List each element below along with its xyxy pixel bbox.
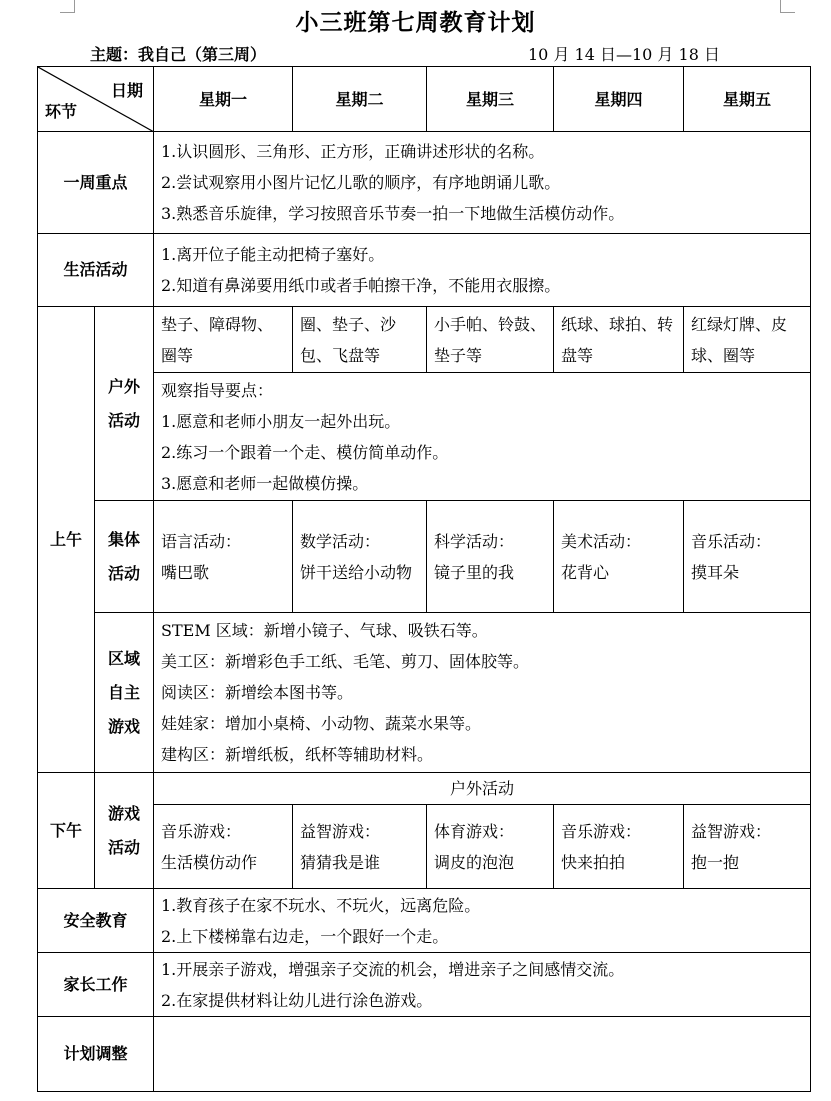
group-activity-tue (293, 501, 427, 613)
area-play-line: 建构区：新增纸板，纸杯等辅助材料。 (161, 745, 434, 764)
outdoor-guide-line: 2.练习一个跟着一个走、模仿简单动作。 (161, 442, 449, 462)
header-corner-cell (38, 67, 154, 132)
group-activity-type: 数学活动： (300, 531, 381, 551)
area-play-line: 美工区：新增彩色手工纸、毛笔、剪刀、固体胶等。 (161, 652, 530, 671)
game-name: 生活模仿动作 (161, 852, 258, 872)
game-name: 快来拍拍 (561, 852, 626, 872)
date-header-label: 日期 (110, 81, 143, 100)
day-header-fri: 星期五 (684, 67, 811, 132)
plan-adjust-row (38, 1017, 811, 1092)
safety-row (38, 889, 811, 953)
game-label-line: 游戏 (107, 803, 140, 823)
group-activity-label (95, 501, 154, 613)
parent-work-content (154, 953, 811, 1017)
outdoor-material-wed: 小手帕、铃鼓、垫子等 (427, 307, 554, 373)
area-play-content (154, 613, 811, 773)
outdoor-label-line: 活动 (107, 410, 140, 430)
group-activity-type: 语言活动： (161, 531, 242, 551)
parent-work-line: 2.在家提供材料让幼儿进行涂色游戏。 (161, 990, 433, 1010)
afternoon-outdoor-activity: 户外活动 (154, 773, 811, 805)
area-play-line: 娃娃家：增加小桌椅、小动物、蔬菜水果等。 (161, 714, 482, 733)
group-label-line: 活动 (107, 563, 140, 583)
morning-label: 上午 (38, 307, 95, 773)
group-activity-row (38, 501, 811, 613)
weekly-focus-line: 3.熟悉音乐旋律，学习按照音乐节奏一拍一下地做生活模仿动作。 (161, 204, 625, 223)
outdoor-material-thu: 纸球、球拍、转盘等 (554, 307, 684, 373)
area-play-line: STEM 区域：新增小镜子、气球、吸铁石等。 (161, 621, 488, 640)
parent-work-line: 1.开展亲子游戏，增强亲子交流的机会，增进亲子之间感情交流。 (161, 959, 625, 979)
weekly-focus-label: 一周重点 (38, 132, 154, 234)
outdoor-guide-line: 观察指导要点： (161, 380, 274, 400)
page-title: 小三班第七周教育计划 (295, 9, 536, 36)
area-label-line: 区域 (107, 648, 140, 668)
parent-work-row (38, 953, 811, 1017)
outdoor-guide-content (154, 373, 811, 501)
plan-adjust-content (154, 1017, 811, 1092)
day-header-tue: 星期二 (293, 67, 427, 132)
group-activity-name: 摸耳朵 (691, 562, 740, 582)
group-activity-name: 镜子里的我 (434, 562, 515, 582)
game-type: 音乐游戏： (161, 821, 242, 841)
safety-line: 1.教育孩子在家不玩水、不玩火，远离危险。 (161, 895, 481, 915)
outdoor-label-line: 户外 (107, 376, 140, 396)
game-name: 猜猜我是谁 (300, 852, 381, 872)
game-label-line: 活动 (107, 837, 140, 857)
area-label-line: 游戏 (107, 716, 140, 736)
game-type: 益智游戏： (300, 821, 381, 841)
life-activity-line: 2.知道有鼻涕要用纸巾或者手帕擦干净，不能用衣服擦。 (161, 276, 561, 295)
life-activity-content (154, 234, 811, 307)
outdoor-guide-line: 3.愿意和老师一起做模仿操。 (161, 473, 369, 493)
group-activity-type: 美术活动： (561, 531, 642, 551)
outdoor-guide-line: 1.愿意和老师小朋友一起外出玩。 (161, 411, 401, 431)
life-activity-label: 生活活动 (38, 234, 154, 307)
day-header-wed: 星期三 (427, 67, 554, 132)
safety-content (154, 889, 811, 953)
weekly-focus-row (38, 132, 811, 234)
theme-label: 主题：我自己（第三周） (90, 45, 267, 64)
safety-label: 安全教育 (38, 889, 154, 953)
safety-line: 2.上下楼梯靠右边走，一个跟好一个走。 (161, 926, 449, 946)
group-activity-name: 花背心 (561, 562, 610, 582)
game-thu (554, 805, 684, 889)
group-activity-thu (554, 501, 684, 613)
group-activity-type: 音乐活动： (691, 531, 772, 551)
outdoor-material-mon: 垫子、障碍物、圈等 (154, 307, 293, 373)
header-row (38, 67, 811, 132)
parent-work-label: 家长工作 (38, 953, 154, 1017)
life-activity-row (38, 234, 811, 307)
afternoon-label: 下午 (38, 773, 95, 889)
game-fri (684, 805, 811, 889)
game-mon (154, 805, 293, 889)
group-label-line: 集体 (107, 529, 140, 549)
game-name: 调皮的泡泡 (434, 852, 515, 872)
afternoon-game-row (38, 805, 811, 889)
area-play-line: 阅读区：新增绘本图书等。 (161, 683, 354, 702)
game-type: 体育游戏： (434, 821, 515, 841)
game-activity-label (95, 773, 154, 889)
group-activity-type: 科学活动： (434, 531, 515, 551)
outdoor-material-fri: 红绿灯牌、皮球、圈等 (684, 307, 811, 373)
group-activity-name: 饼干送给小动物 (300, 562, 413, 582)
outdoor-guide-row (38, 373, 811, 501)
game-name: 抱一抱 (691, 852, 740, 872)
group-activity-wed (427, 501, 554, 613)
area-label-line: 自主 (107, 682, 140, 702)
section-header-label: 环节 (45, 102, 78, 121)
game-type: 益智游戏： (691, 821, 772, 841)
day-header-mon: 星期一 (154, 67, 293, 132)
area-play-label (95, 613, 154, 773)
group-activity-mon (154, 501, 293, 613)
date-range: 10 月 14 日—10 月 18 日 (528, 45, 720, 64)
group-activity-fri (684, 501, 811, 613)
outdoor-activity-label (95, 307, 154, 501)
weekly-focus-line: 2.尝试观察用小图片记忆儿歌的顺序，有序地朗诵儿歌。 (161, 173, 561, 192)
life-activity-line: 1.离开位子能主动把椅子塞好。 (161, 245, 385, 264)
area-play-row (38, 613, 811, 773)
outdoor-material-tue: 圈、垫子、沙包、飞盘等 (293, 307, 427, 373)
plan-table (37, 66, 811, 1092)
plan-adjust-label: 计划调整 (38, 1017, 154, 1092)
game-type: 音乐游戏： (561, 821, 642, 841)
game-tue (293, 805, 427, 889)
day-header-thu: 星期四 (554, 67, 684, 132)
afternoon-outdoor-row (38, 773, 811, 805)
weekly-focus-line: 1.认识圆形、三角形、正方形，正确讲述形状的名称。 (161, 142, 545, 161)
game-wed (427, 805, 554, 889)
group-activity-name: 嘴巴歌 (161, 562, 210, 582)
weekly-focus-content (154, 132, 811, 234)
outdoor-materials-row (38, 307, 811, 373)
